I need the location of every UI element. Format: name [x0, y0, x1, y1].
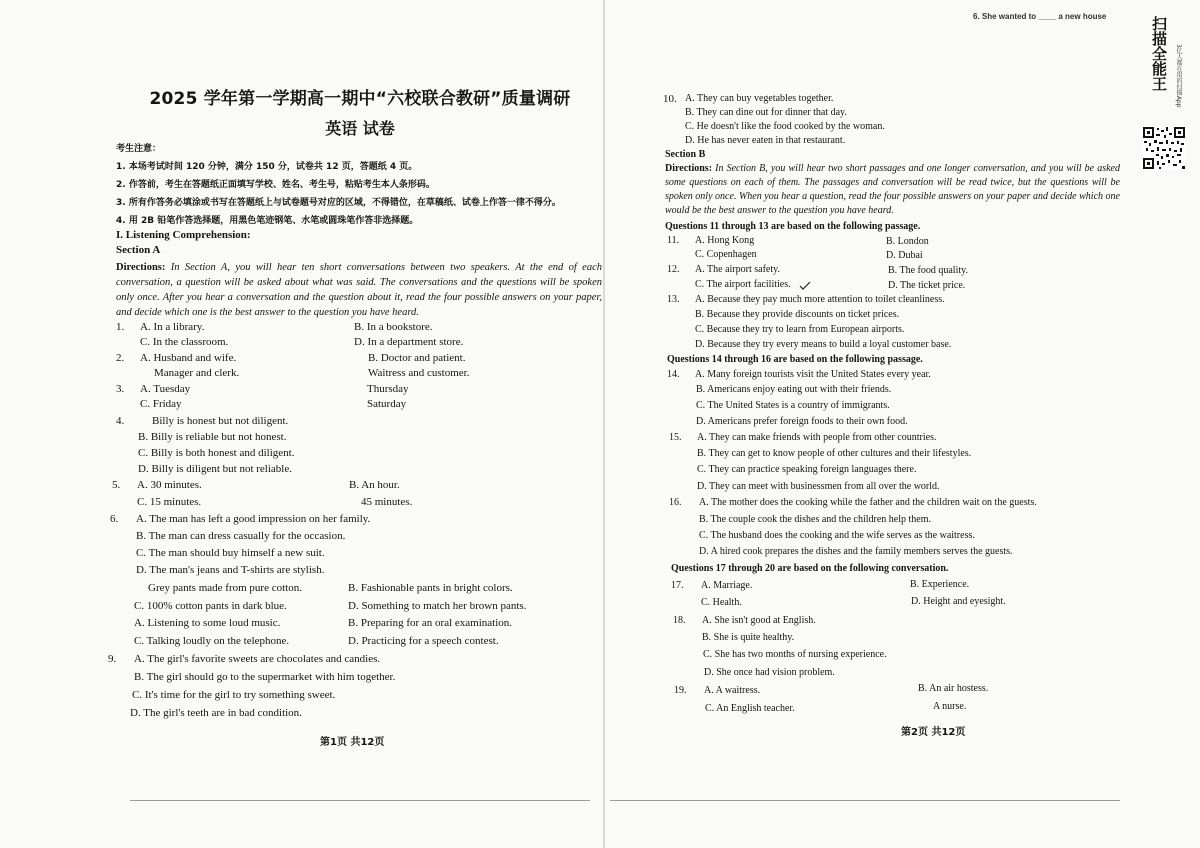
- exam-subtitle: 英语 试卷: [325, 119, 395, 138]
- option-c: C. They can practice speaking foreign languages there.: [697, 464, 917, 475]
- option-d: D. In a department store.: [354, 336, 464, 348]
- option-b: B. They can get to know people of other cultures and their lifestyles.: [697, 448, 972, 459]
- option-b: B. Fashionable pants in bright colors.: [348, 582, 513, 594]
- option-b: B. Billy is reliable but not honest.: [138, 431, 287, 443]
- option-a: A. The man has left a good impression on her family.: [136, 513, 371, 525]
- question-number: 3.: [116, 383, 125, 395]
- option-b: B. London: [886, 236, 929, 247]
- option-a: A. The girl's favorite sweets are chocolates and candies.: [134, 653, 381, 665]
- option-b: B. The food quality.: [888, 265, 968, 276]
- option-a: A. Because they pay much more attention to toilet cleanliness.: [695, 294, 945, 305]
- option-b: B. Experience.: [910, 579, 970, 590]
- option-c: C. Because they try to learn from European airports.: [695, 324, 905, 335]
- option-a: A. Husband and wife.: [140, 352, 237, 364]
- option-a: A. Many foreign tourists visit the United States every year.: [695, 369, 931, 380]
- option-d: Saturday: [367, 398, 407, 410]
- option-c: C. The husband does the cooking and the wife serves as the waitress.: [699, 530, 975, 541]
- checkmark-icon: [799, 281, 811, 291]
- section-b-directions: [665, 162, 1120, 218]
- question-number: 11.: [667, 235, 680, 246]
- option-c: C. Billy is both honest and diligent.: [138, 447, 295, 459]
- option-b: B. They can dine out for dinner that day.: [685, 107, 847, 118]
- option-b: B. Preparing for an oral examination.: [348, 617, 513, 629]
- option-c: C. It's time for the girl to try something sweet.: [132, 689, 336, 701]
- passage-group-heading: Questions 17 through 20 are based on the following conversation.: [671, 563, 949, 574]
- option-a: A. 30 minutes.: [137, 479, 202, 491]
- option-c: Manager and clerk.: [154, 367, 240, 379]
- option-c: C. Friday: [140, 398, 182, 410]
- option-a: A. The mother does the cooking while the father and the children wait on the guests.: [699, 497, 1037, 508]
- option-d: 45 minutes.: [361, 496, 413, 508]
- top-note: 6. She wanted to ____ a new house: [973, 12, 1107, 21]
- brand-tagline: 3亿人都在用的扫描App: [1175, 44, 1182, 108]
- option-a: A. They can make friends with people from other countries.: [697, 432, 937, 443]
- question-number: 6.: [110, 513, 119, 525]
- section-b-heading: Section B: [665, 149, 706, 160]
- notes-heading: 考生注意：: [116, 144, 162, 154]
- option-a: A. Marriage.: [701, 580, 753, 591]
- option-a: A. She isn't good at English.: [702, 615, 816, 626]
- option-c: C. An English teacher.: [705, 703, 795, 714]
- question-number: 9.: [108, 653, 117, 665]
- option-b: Thursday: [367, 383, 409, 395]
- page-number: 第1页 共12页: [320, 737, 385, 748]
- option-d: D. Something to match her brown pants.: [348, 600, 527, 612]
- section-a-directions: [116, 260, 602, 320]
- option-a: A. A waitress.: [704, 685, 761, 696]
- option-d: D. She once had vision problem.: [704, 667, 835, 678]
- option-b: B. Because they provide discounts on ticket prices.: [695, 309, 900, 320]
- option-a: Grey pants made from pure cotton.: [148, 582, 302, 594]
- option-c: C. The airport facilities.: [695, 279, 791, 290]
- directions-label: Directions:: [665, 163, 713, 174]
- option-b: B. She is quite healthy.: [702, 632, 795, 643]
- question-number: 5.: [112, 479, 121, 491]
- note-item: 3. 所有作答务必填涂或书写在答题纸上与试卷题号对应的区域，不得错位，在草稿纸、试卷上作答一律不得分。: [116, 198, 561, 208]
- page-number: 第2页 共12页: [901, 727, 966, 738]
- option-a: A. Tuesday: [140, 383, 191, 395]
- option-d: D. The man's jeans and T-shirts are stylish.: [136, 564, 325, 576]
- option-c: C. 100% cotton pants in dark blue.: [134, 600, 287, 612]
- note-item: 1. 本场考试时间 120 分钟，满分 150 分，试卷共 12 页，答题纸 4 页。: [116, 162, 418, 172]
- question-number: 16.: [669, 497, 682, 508]
- option-d: D. Americans prefer foreign foods to their own food.: [696, 416, 908, 427]
- option-a: Billy is honest but not diligent.: [152, 415, 289, 427]
- option-c: C. 15 minutes.: [137, 496, 202, 508]
- option-d: D. Because they try every means to build a loyal customer base.: [695, 339, 952, 350]
- option-b: B. The couple cook the dishes and the children help them.: [699, 514, 931, 525]
- option-c: C. Talking loudly on the telephone.: [134, 635, 290, 647]
- option-b: B. An hour.: [349, 479, 400, 491]
- brand-name: 扫描全能王: [1150, 16, 1168, 91]
- option-a: A. They can buy vegetables together.: [685, 93, 834, 104]
- option-d: D. The girl's teeth are in bad condition.: [130, 707, 302, 719]
- option-c: C. The man should buy himself a new suit.: [136, 547, 325, 559]
- option-d: D. Practicing for a speech contest.: [348, 635, 499, 647]
- option-c: C. He doesn't like the food cooked by the woman.: [685, 121, 885, 132]
- option-b: B. Americans enjoy eating out with their friends.: [696, 384, 892, 395]
- right-page: [605, 0, 1125, 848]
- directions-label: Directions:: [116, 262, 166, 273]
- question-number: 2.: [116, 352, 125, 364]
- option-b: B. The girl should go to the supermarket with him together.: [134, 671, 396, 683]
- option-c: C. The United States is a country of immigrants.: [696, 400, 890, 411]
- question-number: 17.: [671, 580, 684, 591]
- option-c: C. Copenhagen: [695, 249, 757, 260]
- note-item: 2. 作答前，考生在答题纸正面填写学校、姓名、考生号，粘贴考生本人条形码。: [116, 180, 435, 190]
- option-a: A. Hong Kong: [695, 235, 755, 246]
- exam-title: 2025 学年第一学期高一期中“六校联合教研”质量调研: [149, 89, 571, 109]
- option-c: C. She has two months of nursing experience.: [703, 649, 887, 660]
- option-a: A. The airport safety.: [695, 264, 780, 275]
- directions-text: In Section A, you will hear ten short conversations between two speakers. At the end of each conversation, a question will be asked about what was said. The conversations and the questions will be spoken only once. After you hear a conversation and the question about it, read the four possible answers on your paper, and decide which one is the best answer to the question you have heard.: [116, 262, 602, 318]
- passage-group-heading: Questions 14 through 16 are based on the following passage.: [667, 354, 923, 365]
- option-b: B. An air hostess.: [918, 683, 989, 694]
- option-d: D. A hired cook prepares the dishes and the family members serves the guests.: [699, 546, 1013, 557]
- question-number: 4.: [116, 415, 125, 427]
- note-item: 4. 用 2B 铅笔作答选择题，用黑色笔迹钢笔、水笔或圆珠笔作答非选择题。: [116, 216, 419, 226]
- option-d: D. They can meet with businessmen from all over the world.: [697, 481, 940, 492]
- exam-notes: [116, 140, 600, 230]
- option-c: C. Health.: [701, 597, 742, 608]
- option-b: B. In a bookstore.: [354, 321, 433, 333]
- option-a: A. Listening to some loud music.: [134, 617, 281, 629]
- question-number: 15.: [669, 432, 682, 443]
- question-number: 12.: [667, 264, 680, 275]
- question-number: 14.: [667, 369, 680, 380]
- option-d: A nurse.: [933, 701, 967, 712]
- option-c: C. In the classroom.: [140, 336, 229, 348]
- question-number: 13.: [667, 294, 680, 305]
- directions-text: In Section B, you will hear two short passages and one longer conversation, and you will be asked some questions on each of them. The passages and conversation will be read twice, but the questions will be spoken only once. When you hear a question, read the four possible answers on your paper and decide which one would be the best answer to the question you have heard.: [665, 163, 1120, 216]
- option-d: D. The ticket price.: [888, 280, 966, 291]
- option-b: B. The man can dress casually for the occasion.: [136, 530, 346, 542]
- question-number: 19.: [674, 685, 687, 696]
- option-a: A. In a library.: [140, 321, 205, 333]
- option-d: D. He has never eaten in that restaurant.: [685, 135, 846, 146]
- qr-code: [1142, 126, 1186, 170]
- passage-group-heading: Questions 11 through 13 are based on the following passage.: [665, 221, 921, 232]
- question-number: 10.: [663, 93, 677, 105]
- option-b: B. Doctor and patient.: [368, 352, 466, 364]
- option-d: Waitress and customer.: [368, 367, 470, 379]
- section-a-heading: Section A: [116, 244, 161, 256]
- option-d: D. Billy is diligent but not reliable.: [138, 463, 292, 475]
- question-number: 18.: [673, 615, 686, 626]
- option-d: D. Height and eyesight.: [911, 596, 1006, 607]
- part-heading: I. Listening Comprehension:: [116, 229, 251, 241]
- question-number: 1.: [116, 321, 125, 333]
- option-d: D. Dubai: [886, 250, 923, 261]
